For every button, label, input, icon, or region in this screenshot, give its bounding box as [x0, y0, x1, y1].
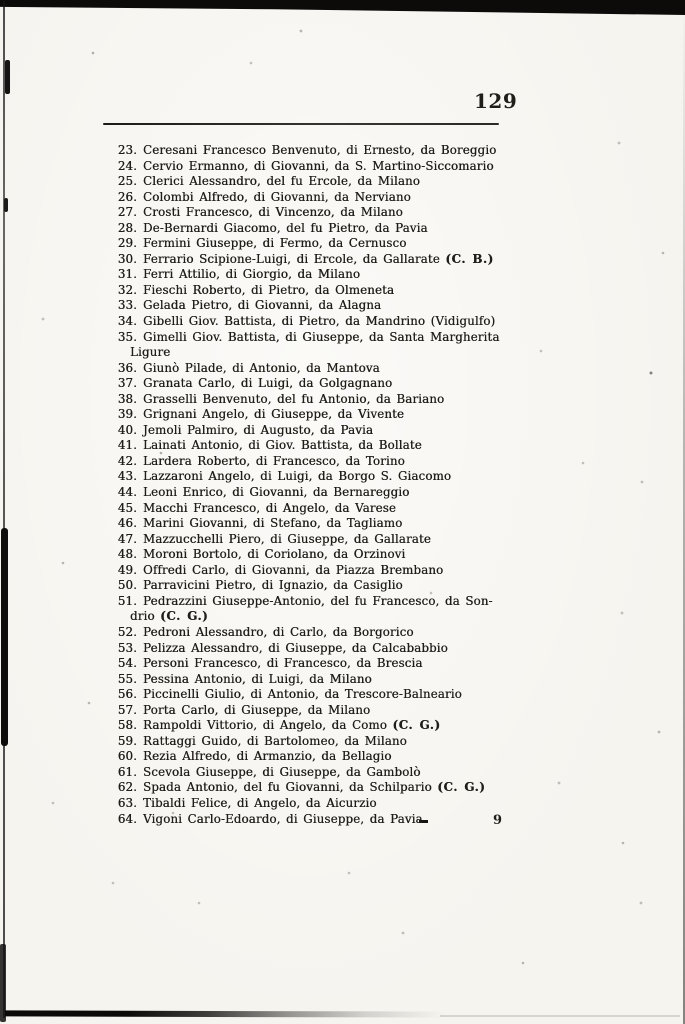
entry-text: Moroni Bortolo, di Coriolano, da Orzinovi — [143, 547, 406, 562]
list-item — [95, 516, 500, 532]
entry-text: Scevola Giuseppe, di Giuseppe, da Gambolò — [143, 764, 421, 779]
scan-blob-mid — [4, 198, 8, 212]
page-number: 129 — [474, 89, 518, 113]
corps-note: (C. B.) — [445, 251, 494, 266]
list-item — [95, 734, 500, 750]
list-item — [95, 314, 500, 330]
list-item — [95, 672, 500, 688]
entry-text: Rattaggi Guido, di Bartolomeo, da Milano — [143, 733, 407, 748]
entry-text: Granata Carlo, di Luigi, da Golgagnano — [143, 376, 393, 391]
entry-number: 48. — [117, 547, 137, 562]
entry-number: 42. — [117, 453, 137, 468]
list-item — [95, 578, 500, 594]
entry-text: Gelada Pietro, di Giovanni, da Alagna — [143, 298, 382, 313]
entry-number: 59. — [117, 733, 137, 748]
entry-text: Personi Francesco, di Francesco, da Brescia — [143, 656, 423, 671]
list-item — [95, 392, 500, 408]
list-item — [95, 703, 500, 719]
list-item — [95, 298, 500, 314]
signature-mark: 9 — [493, 813, 503, 828]
entry-text: Leoni Enrico, di Giovanni, da Bernareggio — [143, 485, 410, 500]
binding-shadow — [1, 528, 8, 746]
entry-text: Mazzucchelli Piero, di Giuseppe, da Gallarate — [143, 531, 431, 546]
entry-text: Gibelli Giov. Battista, di Pietro, da Mandrino (Vidigulfo) — [143, 314, 496, 329]
list-item — [95, 749, 500, 765]
entry-text: Ferri Attilio, di Giorgio, da Milano — [143, 267, 361, 282]
entry-number: 39. — [117, 407, 137, 422]
list-item — [95, 641, 500, 657]
list-item-continuation — [95, 345, 500, 361]
entry-number: 40. — [117, 422, 137, 437]
scan-edge-bottom — [5, 1010, 445, 1017]
list-item — [95, 469, 500, 485]
entry-number: 29. — [117, 236, 137, 251]
list-item — [95, 267, 500, 283]
entry-text: Porta Carlo, di Giuseppe, da Milano — [143, 702, 371, 717]
entry-text: Grasselli Benvenuto, del fu Antonio, da Bariano — [143, 391, 445, 406]
entry-number: 50. — [117, 578, 137, 593]
entry-number: 31. — [117, 267, 137, 282]
entry-number: 61. — [117, 764, 137, 779]
list-item — [95, 205, 500, 221]
entry-number: 53. — [117, 640, 137, 655]
list-item — [95, 361, 500, 377]
entry-text: Parravicini Pietro, di Ignazio, da Casiglio — [143, 578, 403, 593]
list-item — [95, 656, 500, 672]
list-item — [95, 563, 500, 579]
list-item — [95, 532, 500, 548]
scan-edge-top — [0, 0, 685, 15]
entry-text: Marini Giovanni, di Stefano, da Tagliamo — [143, 516, 403, 531]
header-rule — [103, 123, 499, 125]
entry-text: Crosti Francesco, di Vincenzo, da Milano — [143, 205, 403, 220]
entry-text: drio (C. G.) — [130, 609, 209, 624]
entry-number: 27. — [117, 205, 137, 220]
entry-number: 38. — [117, 391, 137, 406]
list-item — [95, 594, 500, 610]
list-item — [95, 796, 500, 812]
entry-text: Gimelli Giov. Battista, di Giuseppe, da Santa Margherita — [143, 329, 500, 344]
entry-number: 55. — [117, 671, 137, 686]
entry-text: Tibaldi Felice, di Angelo, da Aicurzio — [143, 795, 377, 810]
entry-number: 58. — [117, 718, 137, 733]
entry-number: 49. — [117, 562, 137, 577]
list-item — [95, 330, 500, 346]
entry-number: 63. — [117, 795, 137, 810]
entry-text: Offredi Carlo, di Giovanni, da Piazza Brembano — [143, 562, 444, 577]
entry-number: 54. — [117, 656, 137, 671]
entry-text: Rampoldi Vittorio, di Angelo, da Como (C. G.) — [143, 718, 441, 733]
entry-list — [95, 143, 503, 828]
corps-note: (C. G.) — [392, 718, 441, 733]
list-item — [95, 501, 500, 517]
entry-text: Colombi Alfredo, di Giovanni, da Nerviano — [143, 189, 411, 204]
entry-number: 26. — [117, 189, 137, 204]
list-item — [95, 485, 500, 501]
entry-number: 51. — [117, 593, 137, 608]
entry-text: Ferrario Scipione-Luigi, di Ercole, da Gallarate (C. B.) — [143, 251, 494, 266]
entry-number: 36. — [117, 360, 137, 375]
entry-text: Pessina Antonio, di Luigi, da Milano — [143, 671, 372, 686]
entry-number: 24. — [117, 158, 137, 173]
entry-text: Ligure — [130, 345, 171, 360]
list-item-continuation — [95, 609, 500, 625]
entry-number: 45. — [117, 500, 137, 515]
entry-text: Ceresani Francesco Benvenuto, di Ernesto, da Boreggio — [143, 143, 497, 157]
entry-number: 47. — [117, 531, 137, 546]
list-item — [95, 236, 500, 252]
list-item — [95, 547, 500, 563]
entry-text: Macchi Francesco, di Angelo, da Varese — [143, 500, 397, 515]
entry-text: Giunò Pilade, di Antonio, da Mantova — [143, 360, 380, 375]
entry-text: Pedroni Alessandro, di Carlo, da Borgorico — [143, 624, 414, 639]
entry-number: 62. — [117, 780, 137, 795]
list-item — [95, 143, 500, 159]
entry-number: 56. — [117, 687, 137, 702]
entry-number: 60. — [117, 749, 137, 764]
entry-number: 35. — [117, 329, 137, 344]
entry-number: 34. — [117, 314, 137, 329]
list-item — [95, 407, 500, 423]
entry-text: Cervio Ermanno, di Giovanni, da S. Martino-Siccomario — [143, 158, 494, 173]
entry-number: 46. — [117, 516, 137, 531]
list-item — [95, 283, 500, 299]
entry-number: 28. — [117, 220, 137, 235]
entry-number: 52. — [117, 624, 137, 639]
scan-edge-bottom-faint — [440, 1015, 680, 1017]
list-item — [95, 811, 503, 828]
entry-text: Rezia Alfredo, di Armanzio, da Bellagio — [143, 749, 392, 764]
corps-note: (C. G.) — [160, 609, 209, 624]
entry-number: 23. — [117, 143, 137, 157]
entry-text: Fermini Giuseppe, di Fermo, da Cernusco — [143, 236, 407, 251]
entry-number: 25. — [117, 174, 137, 189]
entry-text: Jemoli Palmiro, di Augusto, da Pavia — [143, 422, 374, 437]
corps-note: (C. G.) — [437, 780, 486, 795]
list-item — [95, 159, 500, 175]
entry-text: Pelizza Alessandro, di Giuseppe, da Calcababbio — [143, 640, 448, 655]
entry-number: 30. — [117, 251, 137, 266]
entry-number: 57. — [117, 702, 137, 717]
list-item — [95, 423, 500, 439]
entry-number: 64. — [117, 811, 137, 826]
entry-text: Piccinelli Giulio, di Antonio, da Trescore-Balneario — [143, 687, 462, 702]
entry-number: 41. — [117, 438, 137, 453]
scan-blob-upper — [5, 60, 10, 94]
entry-text: Fieschi Roberto, di Pietro, da Olmeneta — [143, 282, 395, 297]
list-item — [95, 252, 500, 268]
entry-number: 43. — [117, 469, 137, 484]
list-item — [95, 221, 500, 237]
entry-text: Lardera Roberto, di Francesco, da Torino — [143, 453, 405, 468]
entry-text: Vigoni Carlo-Edoardo, di Giuseppe, da Pavia — [143, 811, 423, 826]
entry-number: 32. — [117, 282, 137, 297]
entry-text: Grignani Angelo, di Giuseppe, da Vivente — [143, 407, 405, 422]
entry-number: 44. — [117, 485, 137, 500]
list-item — [95, 718, 500, 734]
list-item — [95, 454, 500, 470]
list-item — [95, 438, 500, 454]
entry-text: Spada Antonio, del fu Giovanni, da Schilpario (C. G.) — [143, 780, 486, 795]
list-item — [95, 765, 500, 781]
scan-edge-left — [3, 0, 5, 1018]
list-item — [95, 174, 500, 190]
list-item — [95, 687, 500, 703]
list-item — [95, 190, 500, 206]
entry-number: 37. — [117, 376, 137, 391]
entry-text: Lainati Antonio, di Giov. Battista, da Bollate — [143, 438, 422, 453]
list-item — [95, 376, 500, 392]
entry-text: Lazzaroni Angelo, di Luigi, da Borgo S. Giacomo — [143, 469, 452, 484]
list-item — [95, 625, 500, 641]
entry-number: 33. — [117, 298, 137, 313]
entry-text: Pedrazzini Giuseppe-Antonio, del fu Francesco, da Son- — [143, 593, 493, 608]
entry-text: De-Bernardi Giacomo, del fu Pietro, da Pavia — [143, 220, 428, 235]
entry-text: Clerici Alessandro, del fu Ercole, da Milano — [143, 174, 421, 189]
list-item — [95, 780, 500, 796]
